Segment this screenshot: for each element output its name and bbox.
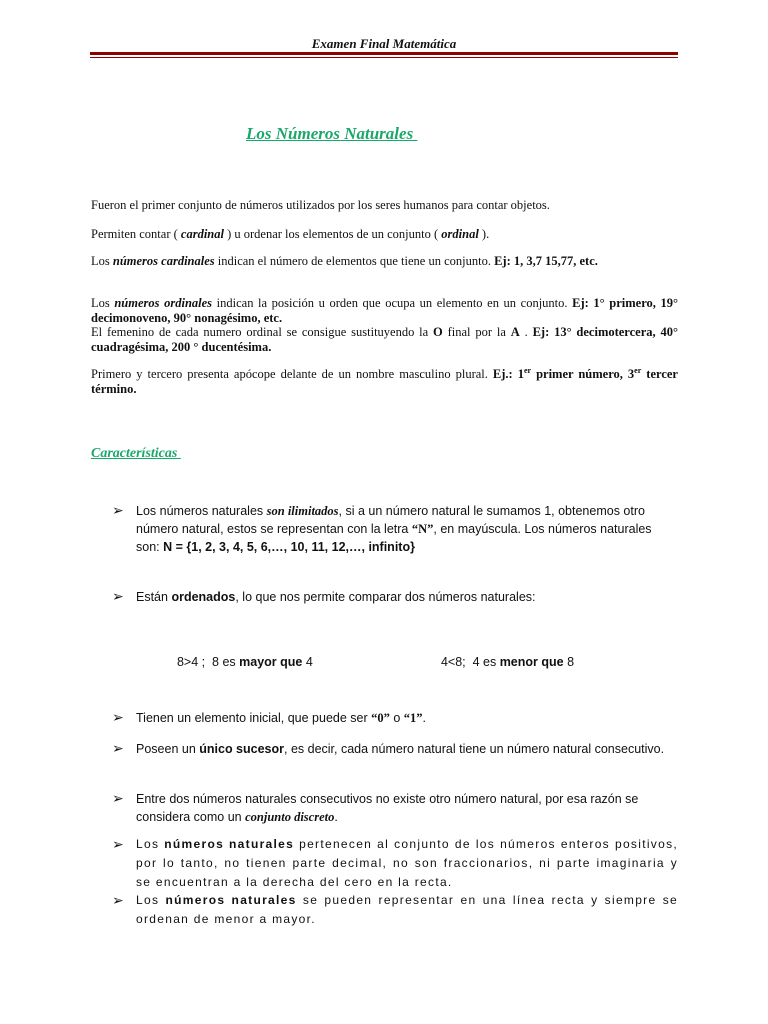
bullet-item-elemento-inicial: Tienen un elemento inicial, que puede ser “0” o “1”. bbox=[136, 711, 426, 725]
bullet-arrow-icon: ➢ bbox=[112, 792, 124, 807]
bullet-arrow-icon: ➢ bbox=[112, 894, 124, 909]
intro-paragraph-5: El femenino de cada numero ordinal se consigue sustituyendo la O final por la A . Ej: 13° decimotercera, 40° cuadragésima, 200 ° ducentésima. bbox=[91, 325, 678, 354]
page-header: Examen Final Matemática bbox=[311, 36, 457, 51]
bullet-arrow-icon: ➢ bbox=[112, 838, 124, 853]
header-rule-thin bbox=[90, 57, 678, 58]
bullet-arrow-icon: ➢ bbox=[112, 504, 124, 519]
intro-paragraph-3: Los números cardinales indican el número de elementos que tiene un conjunto. Ej: 1, 3,7 15,77, etc. bbox=[91, 254, 598, 268]
comparison-less: 4<8; 4 es menor que 8 bbox=[440, 655, 575, 669]
intro-paragraph-1: Fueron el primer conjunto de números utilizados por los seres humanos para contar objetos. bbox=[91, 198, 550, 212]
bullet-item-enteros-positivos: Los números naturales pertenecen al conjunto de los números enteros positivos, por lo tanto, no tienen parte decimal, no son fraccionarios, ni parte imaginaria y se encuentran a la derecha del cero en la recta. bbox=[136, 837, 679, 889]
header-rule-thick bbox=[90, 52, 678, 55]
bullet-arrow-icon: ➢ bbox=[112, 742, 124, 757]
bullet-item-sucesor: Poseen un único sucesor, es decir, cada número natural tiene un número natural consecutivo. bbox=[136, 742, 665, 756]
bullet-arrow-icon: ➢ bbox=[112, 711, 124, 726]
bullet-item-conjunto-discreto: Entre dos números naturales consecutivos no existe otro número natural, por esa razón se considera como un conjunto discreto. bbox=[136, 792, 639, 824]
document-title: Los Números Naturales bbox=[246, 124, 418, 143]
intro-paragraph-4: Los números ordinales indican la posición u orden que ocupa un elemento en un conjunto. Ej: 1° primero, 19° decimonoveno, 90° nonagésimo, etc. bbox=[91, 296, 678, 325]
bullet-arrow-icon: ➢ bbox=[112, 590, 124, 605]
section-title: Características bbox=[91, 446, 181, 461]
comparison-greater: 8>4 ; 8 es mayor que 4 bbox=[176, 655, 313, 669]
intro-paragraph-2: Permiten contar ( cardinal ) u ordenar los elementos de un conjunto ( ordinal ). bbox=[91, 227, 490, 241]
bullet-item-ilimitados: Los números naturales son ilimitados, si a un número natural le sumamos 1, obtenemos otro número natural, estos se representan con la letra “N”, en mayúscula. Los números naturales son: N = {1, 2, 3, 4, 5, 6,…, 10, 11, 12,…, infinito} bbox=[136, 504, 652, 554]
bullet-item-linea-recta: Los números naturales se pueden representar en una línea recta y siempre se ordenan de menor a mayor. bbox=[136, 893, 678, 926]
bullet-item-ordenados: Están ordenados, lo que nos permite comparar dos números naturales: bbox=[136, 590, 536, 604]
intro-paragraph-6: Primero y tercero presenta apócope delante de un nombre masculino plural. Ej.: 1er primer número, 3er tercer término. bbox=[91, 365, 678, 396]
